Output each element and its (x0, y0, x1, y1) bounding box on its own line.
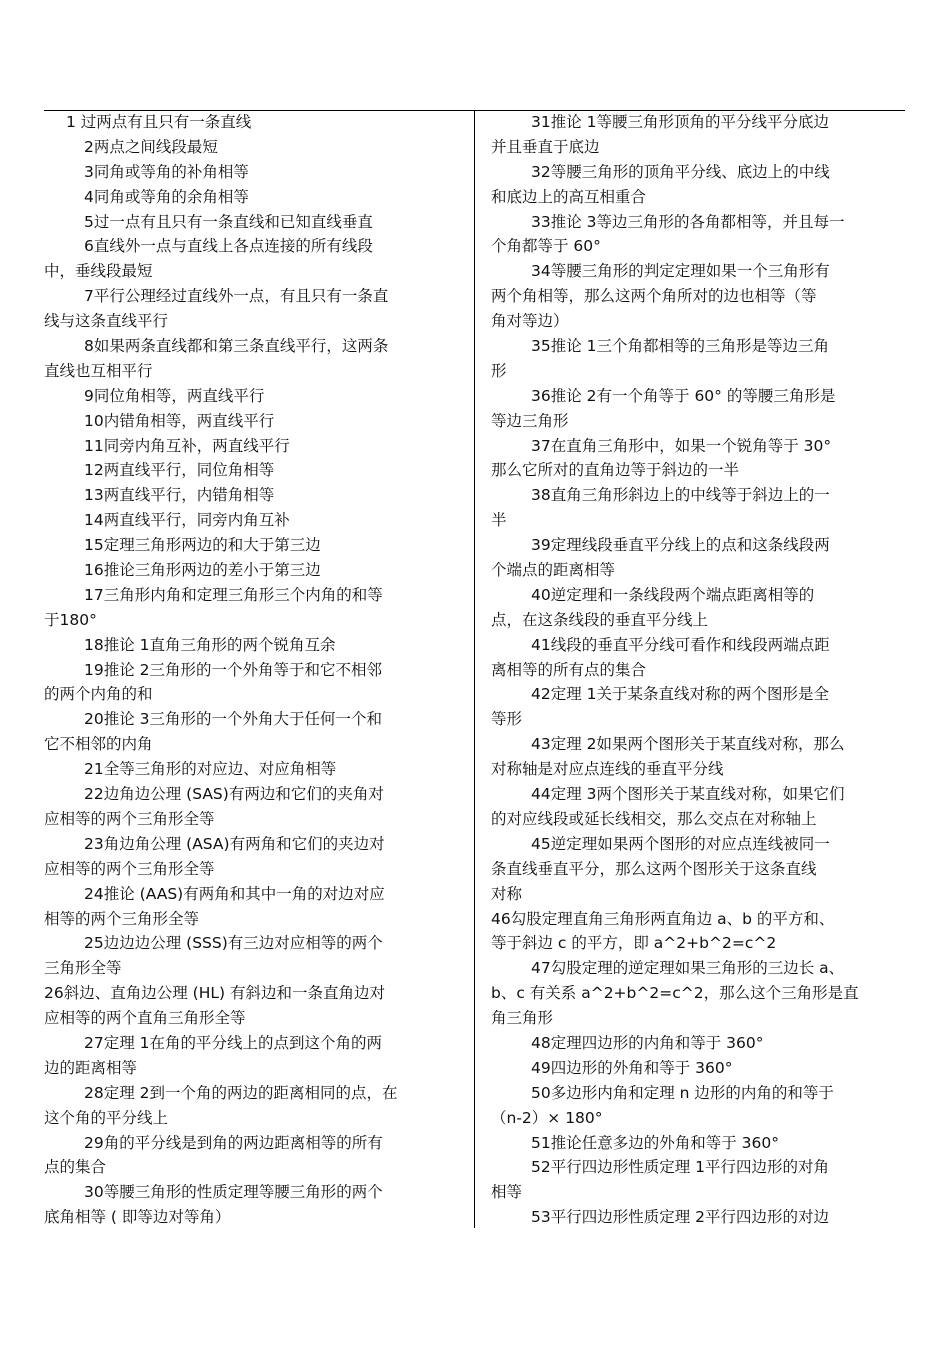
text-line: 等形 (491, 710, 523, 729)
text-line: 40逆定理和一条线段两个端点距离相等的 (531, 585, 815, 604)
text-line: 相等的两个三角形全等 (44, 909, 200, 928)
text-line: 9同位角相等，两直线平行 (84, 386, 265, 405)
text-line: 3同角或等角的补角相等 (84, 162, 249, 181)
text-line: 个角都等于 60° (491, 237, 601, 256)
text-line: 51推论任意多边的外角和等于 360° (531, 1133, 779, 1152)
text-line: 2两点之间线段最短 (84, 137, 218, 156)
text-line: 32等腰三角形的顶角平分线、底边上的中线 (531, 162, 830, 181)
text-line: 48定理四边形的内角和等于 360° (531, 1033, 764, 1052)
text-line: 35推论 1三个角都相等的三角形是等边三角 (531, 337, 830, 356)
text-line: 49四边形的外角和等于 360° (531, 1058, 733, 1077)
text-line: 26斜边、直角边公理 (HL) 有斜边和一条直角边对 (44, 984, 385, 1003)
text-line: 34等腰三角形的判定定理如果一个三角形有 (531, 262, 830, 281)
text-line: 应相等的两个三角形全等 (44, 809, 215, 828)
text-line: 43定理 2如果两个图形关于某直线对称，那么 (531, 735, 845, 754)
text-line: 相等 (491, 1183, 523, 1202)
text-line: 46勾股定理直角三角形两直角边 a、b 的平方和、 (491, 909, 835, 928)
column-divider (474, 110, 475, 1228)
text-line: 10内错角相等，两直线平行 (84, 411, 275, 430)
text-line: 39定理线段垂直平分线上的点和这条线段两 (531, 536, 830, 555)
text-line: 的对应线段或延长线相交，那么交点在对称轴上 (491, 809, 817, 828)
text-line: 24推论 (AAS)有两角和其中一角的对边对应 (84, 884, 385, 903)
text-line: 对称轴是对应点连线的垂直平分线 (491, 760, 724, 779)
text-line: 角三角形 (491, 1009, 554, 1028)
text-line: 于180° (44, 610, 97, 629)
text-line: 15定理三角形两边的和大于第三边 (84, 536, 321, 555)
text-line: 37在直角三角形中，如果一个锐角等于 30° (531, 436, 832, 455)
text-line: 25边边边公理 (SSS)有三边对应相等的两个 (84, 934, 383, 953)
text-line: 8如果两条直线都和第三条直线平行，这两条 (84, 337, 389, 356)
text-line: 那么它所对的直角边等于斜边的一半 (491, 461, 740, 480)
text-line: 44定理 3两个图形关于某直线对称，如果它们 (531, 785, 845, 804)
text-line: 5过一点有且只有一条直线和已知直线垂直 (84, 212, 373, 231)
text-line: 20推论 3三角形的一个外角大于任何一个和 (84, 710, 383, 729)
text-line: 条直线垂直平分，那么这两个图形关于这条直线 (491, 859, 817, 878)
text-line: 4同角或等角的余角相等 (84, 187, 249, 206)
text-line: 12两直线平行，同位角相等 (84, 461, 275, 480)
text-line: 45逆定理如果两个图形的对应点连线被同一 (531, 834, 830, 853)
text-line: 22边角边公理 (SAS)有两边和它们的夹角对 (84, 785, 384, 804)
text-line: 6直线外一点与直线上各点连接的所有线段 (84, 237, 373, 256)
text-line: 这个角的平分线上 (44, 1108, 169, 1127)
text-line: 中，垂线段最短 (44, 262, 153, 281)
text-line: 18推论 1直角三角形的两个锐角互余 (84, 635, 336, 654)
text-line: 两个角相等，那么这两个角所对的边也相等（等 (491, 287, 817, 306)
text-line: 30等腰三角形的性质定理等腰三角形的两个 (84, 1183, 383, 1202)
text-line: 38直角三角形斜边上的中线等于斜边上的一 (531, 486, 830, 505)
text-line: 形 (491, 361, 507, 380)
text-line: 7平行公理经过直线外一点，有且只有一条直 (84, 287, 389, 306)
text-line: 个端点的距离相等 (491, 561, 616, 580)
text-line: （n-2）× 180° (491, 1108, 603, 1127)
right-column (491, 110, 893, 1230)
text-line: 27定理 1在角的平分线上的点到这个角的两 (84, 1033, 383, 1052)
text-line: 点，在这条线段的垂直平分线上 (491, 610, 709, 629)
text-line: 应相等的两个直角三角形全等 (44, 1009, 246, 1028)
text-line: 对称 (491, 884, 523, 903)
text-line: 28定理 2到一个角的两边的距离相同的点，在 (84, 1083, 398, 1102)
text-line: 14两直线平行，同旁内角互补 (84, 511, 290, 530)
text-line: 19推论 2三角形的一个外角等于和它不相邻 (84, 660, 383, 679)
text-line: 23角边角公理 (ASA)有两角和它们的夹边对 (84, 834, 385, 853)
text-line: 50多边形内角和定理 n 边形的内角的和等于 (531, 1083, 834, 1102)
text-line: 的两个内角的和 (44, 685, 153, 704)
text-line: 1 过两点有且只有一条直线 (66, 113, 252, 131)
text-line: 并且垂直于底边 (491, 137, 600, 156)
text-line: 离相等的所有点的集合 (491, 660, 647, 679)
text-line: 42定理 1关于某条直线对称的两个图形是全 (531, 685, 830, 704)
text-line: 等边三角形 (491, 411, 569, 430)
text-line: b、c 有关系 a^2+b^2=c^2，那么这个三角形是直 (491, 984, 859, 1003)
text-line: 29角的平分线是到角的两边距离相等的所有 (84, 1133, 383, 1152)
text-line: 它不相邻的内角 (44, 735, 153, 754)
text-line: 底角相等 ( 即等边对等角） (44, 1208, 231, 1227)
text-line: 三角形全等 (44, 959, 122, 978)
text-line: 应相等的两个三角形全等 (44, 859, 215, 878)
text-line: 21全等三角形的对应边、对应角相等 (84, 760, 337, 779)
text-line: 边的距离相等 (44, 1058, 138, 1077)
text-line: 36推论 2有一个角等于 60° 的等腰三角形是 (531, 386, 836, 405)
text-line: 角对等边） (491, 312, 569, 331)
text-line: 半 (491, 511, 507, 530)
text-line: 13两直线平行，内错角相等 (84, 486, 275, 505)
text-line: 33推论 3等边三角形的各角都相等，并且每一 (531, 212, 845, 231)
text-line: 31推论 1等腰三角形顶角的平分线平分底边 (531, 113, 830, 131)
text-line: 41线段的垂直平分线可看作和线段两端点距 (531, 635, 830, 654)
text-line: 16推论三角形两边的差小于第三边 (84, 561, 321, 580)
text-line: 等于斜边 c 的平方，即 a^2+b^2=c^2 (491, 934, 777, 953)
text-line: 11同旁内角互补，两直线平行 (84, 436, 290, 455)
text-line: 点的集合 (44, 1158, 107, 1177)
text-line: 53平行四边形性质定理 2平行四边形的对边 (531, 1208, 830, 1227)
text-line: 17三角形内角和定理三角形三个内角的和等 (84, 585, 383, 604)
text-line: 52平行四边形性质定理 1平行四边形的对角 (531, 1158, 830, 1177)
text-line: 47勾股定理的逆定理如果三角形的三边长 a、 (531, 959, 845, 978)
left-column (44, 110, 462, 1230)
text-line: 直线也互相平行 (44, 361, 153, 380)
text-line: 和底边上的高互相重合 (491, 187, 647, 206)
text-line: 线与这条直线平行 (44, 312, 169, 331)
